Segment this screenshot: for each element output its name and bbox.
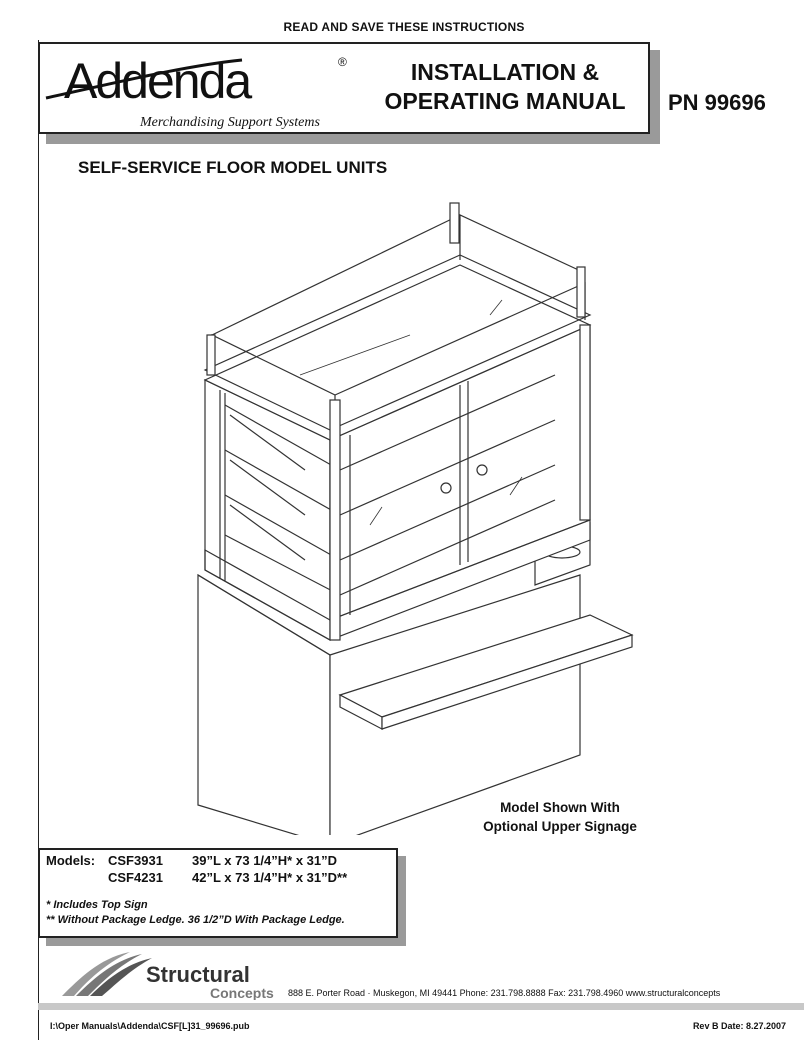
structural-concepts-logo [60,948,290,1000]
company-address: 888 E. Porter Road · Muskegon, MI 49441 Phone: 231.798.8888 Fax: 231.798.4960 www.structuralconcepts [288,988,721,998]
note-top-sign: * Includes Top Sign [46,899,148,911]
manual-title-line1: INSTALLATION & [410,59,600,85]
model-dims-2: 42”L x 73 1/4”H* x 31”D** [192,870,348,885]
model-code-2: CSF4231 [108,870,163,885]
brand-text: Addenda [64,53,251,109]
company-name-top: Structural [146,962,250,987]
caption-line2: Optional Upper Signage [483,819,637,834]
file-path: I:\Oper Manuals\Addenda\CSF[L]31_99696.pub [50,1021,250,1031]
brand-tagline: Merchandising Support Systems [140,115,320,130]
product-illustration [150,195,650,835]
revision-date: Rev B Date: 8.27.2007 [692,1021,786,1031]
manual-title-line2: OPERATING MANUAL [384,88,626,114]
registered-mark: ® [338,55,347,69]
company-name-bottom: Concepts [210,985,274,1000]
illustration-caption [440,798,680,836]
model-code-1: CSF3931 [108,853,163,868]
read-save-notice: READ AND SAVE THESE INSTRUCTIONS [283,20,525,34]
addenda-logo [42,46,362,130]
caption-line1: Model Shown With [500,800,620,815]
models-label: Models: [46,853,96,868]
note-package-ledge: ** Without Package Ledge. 36 1/2”D With Package Ledge. [46,914,345,926]
bottom-rule [38,1003,804,1010]
model-dims-1: 39”L x 73 1/4”H* x 31”D [192,853,338,868]
part-number: PN 99696 [668,90,766,115]
section-title: SELF-SERVICE FLOOR MODEL UNITS [78,158,388,177]
manual-title [366,58,644,116]
